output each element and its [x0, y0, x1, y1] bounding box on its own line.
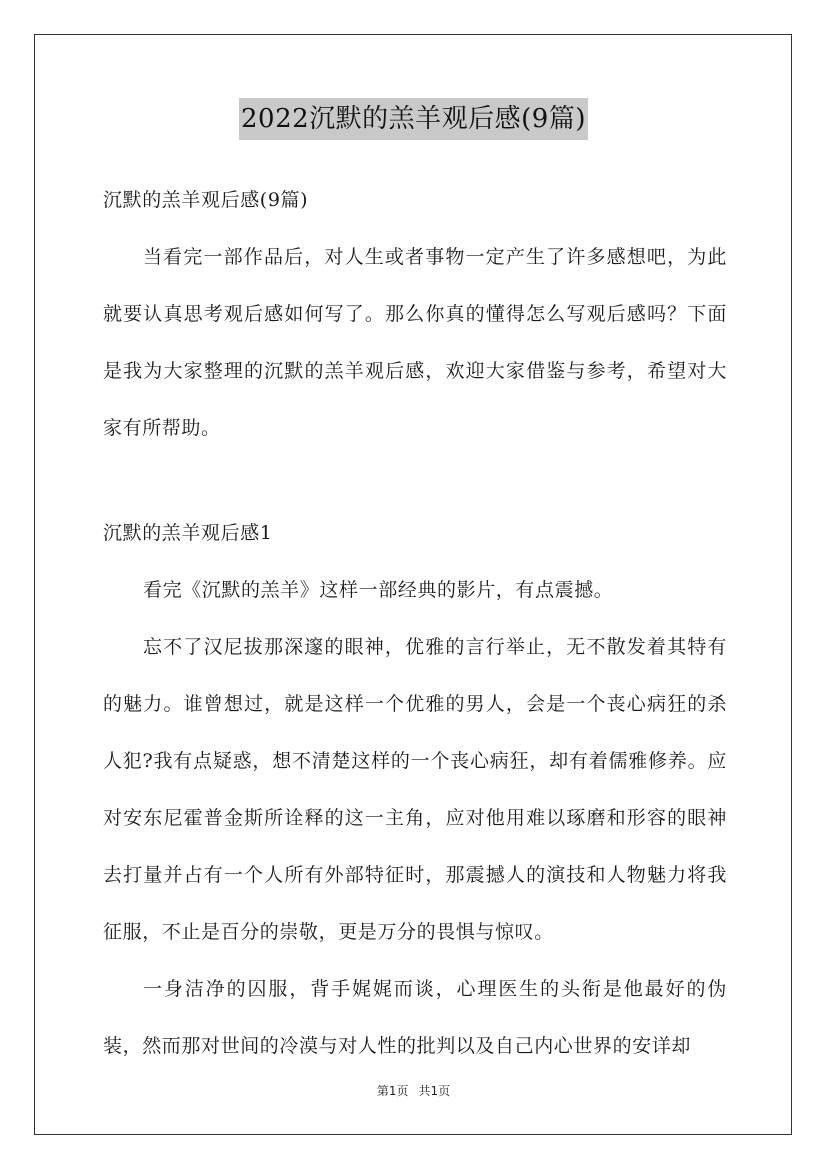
section-heading: 沉默的羔羊观后感1 — [103, 522, 273, 544]
intro-paragraph: 当看完一部作品后，对人生或者事物一定产生了许多感想吧，为此就要认真思考观后感如何写了。那么你真的懂得怎么写观后感吗？下面是我为大家整理的沉默的羔羊观后感，欢迎大家借鉴与参考，希望对大家有所帮助。 — [103, 246, 727, 439]
page-footer — [0, 1082, 827, 1099]
body-paragraph: 看完《沉默的羔羊》这样一部经典的影片，有点震撼。 — [143, 579, 614, 601]
page-total: 共1页 — [418, 1084, 451, 1098]
section-gap — [103, 457, 727, 505]
document-subtitle: 沉默的羔羊观后感(9篇) — [103, 189, 309, 211]
body-paragraph: 一身洁净的囚服，背手娓娓而谈，心理医生的头衔是他最好的伪装，然而那对世间的冷漠与对人性的批判以及自己内心世界的安详却 — [103, 978, 727, 1057]
document-body — [103, 172, 727, 1075]
title-container — [0, 98, 827, 140]
page-number: 第1页 — [376, 1084, 409, 1098]
body-paragraph: 忘不了汉尼拔那深邃的眼神，优雅的言行举止，无不散发着其特有的魅力。谁曾想过，就是这样一个优雅的男人，会是一个丧心病狂的杀人犯?我有点疑惑，想不清楚这样的一个丧心病狂，却有着儒雅修养。应对安东尼霍普金斯所诠释的这一主角，应对他用难以琢磨和形容的眼神去打量并占有一个人所有外部特征时，那震撼人的演技和人物魅力将我征服，不止是百分的崇敬，更是万分的畏惧与惊叹。 — [103, 636, 727, 943]
document-title: 2022沉默的羔羊观后感(9篇) — [239, 98, 588, 140]
